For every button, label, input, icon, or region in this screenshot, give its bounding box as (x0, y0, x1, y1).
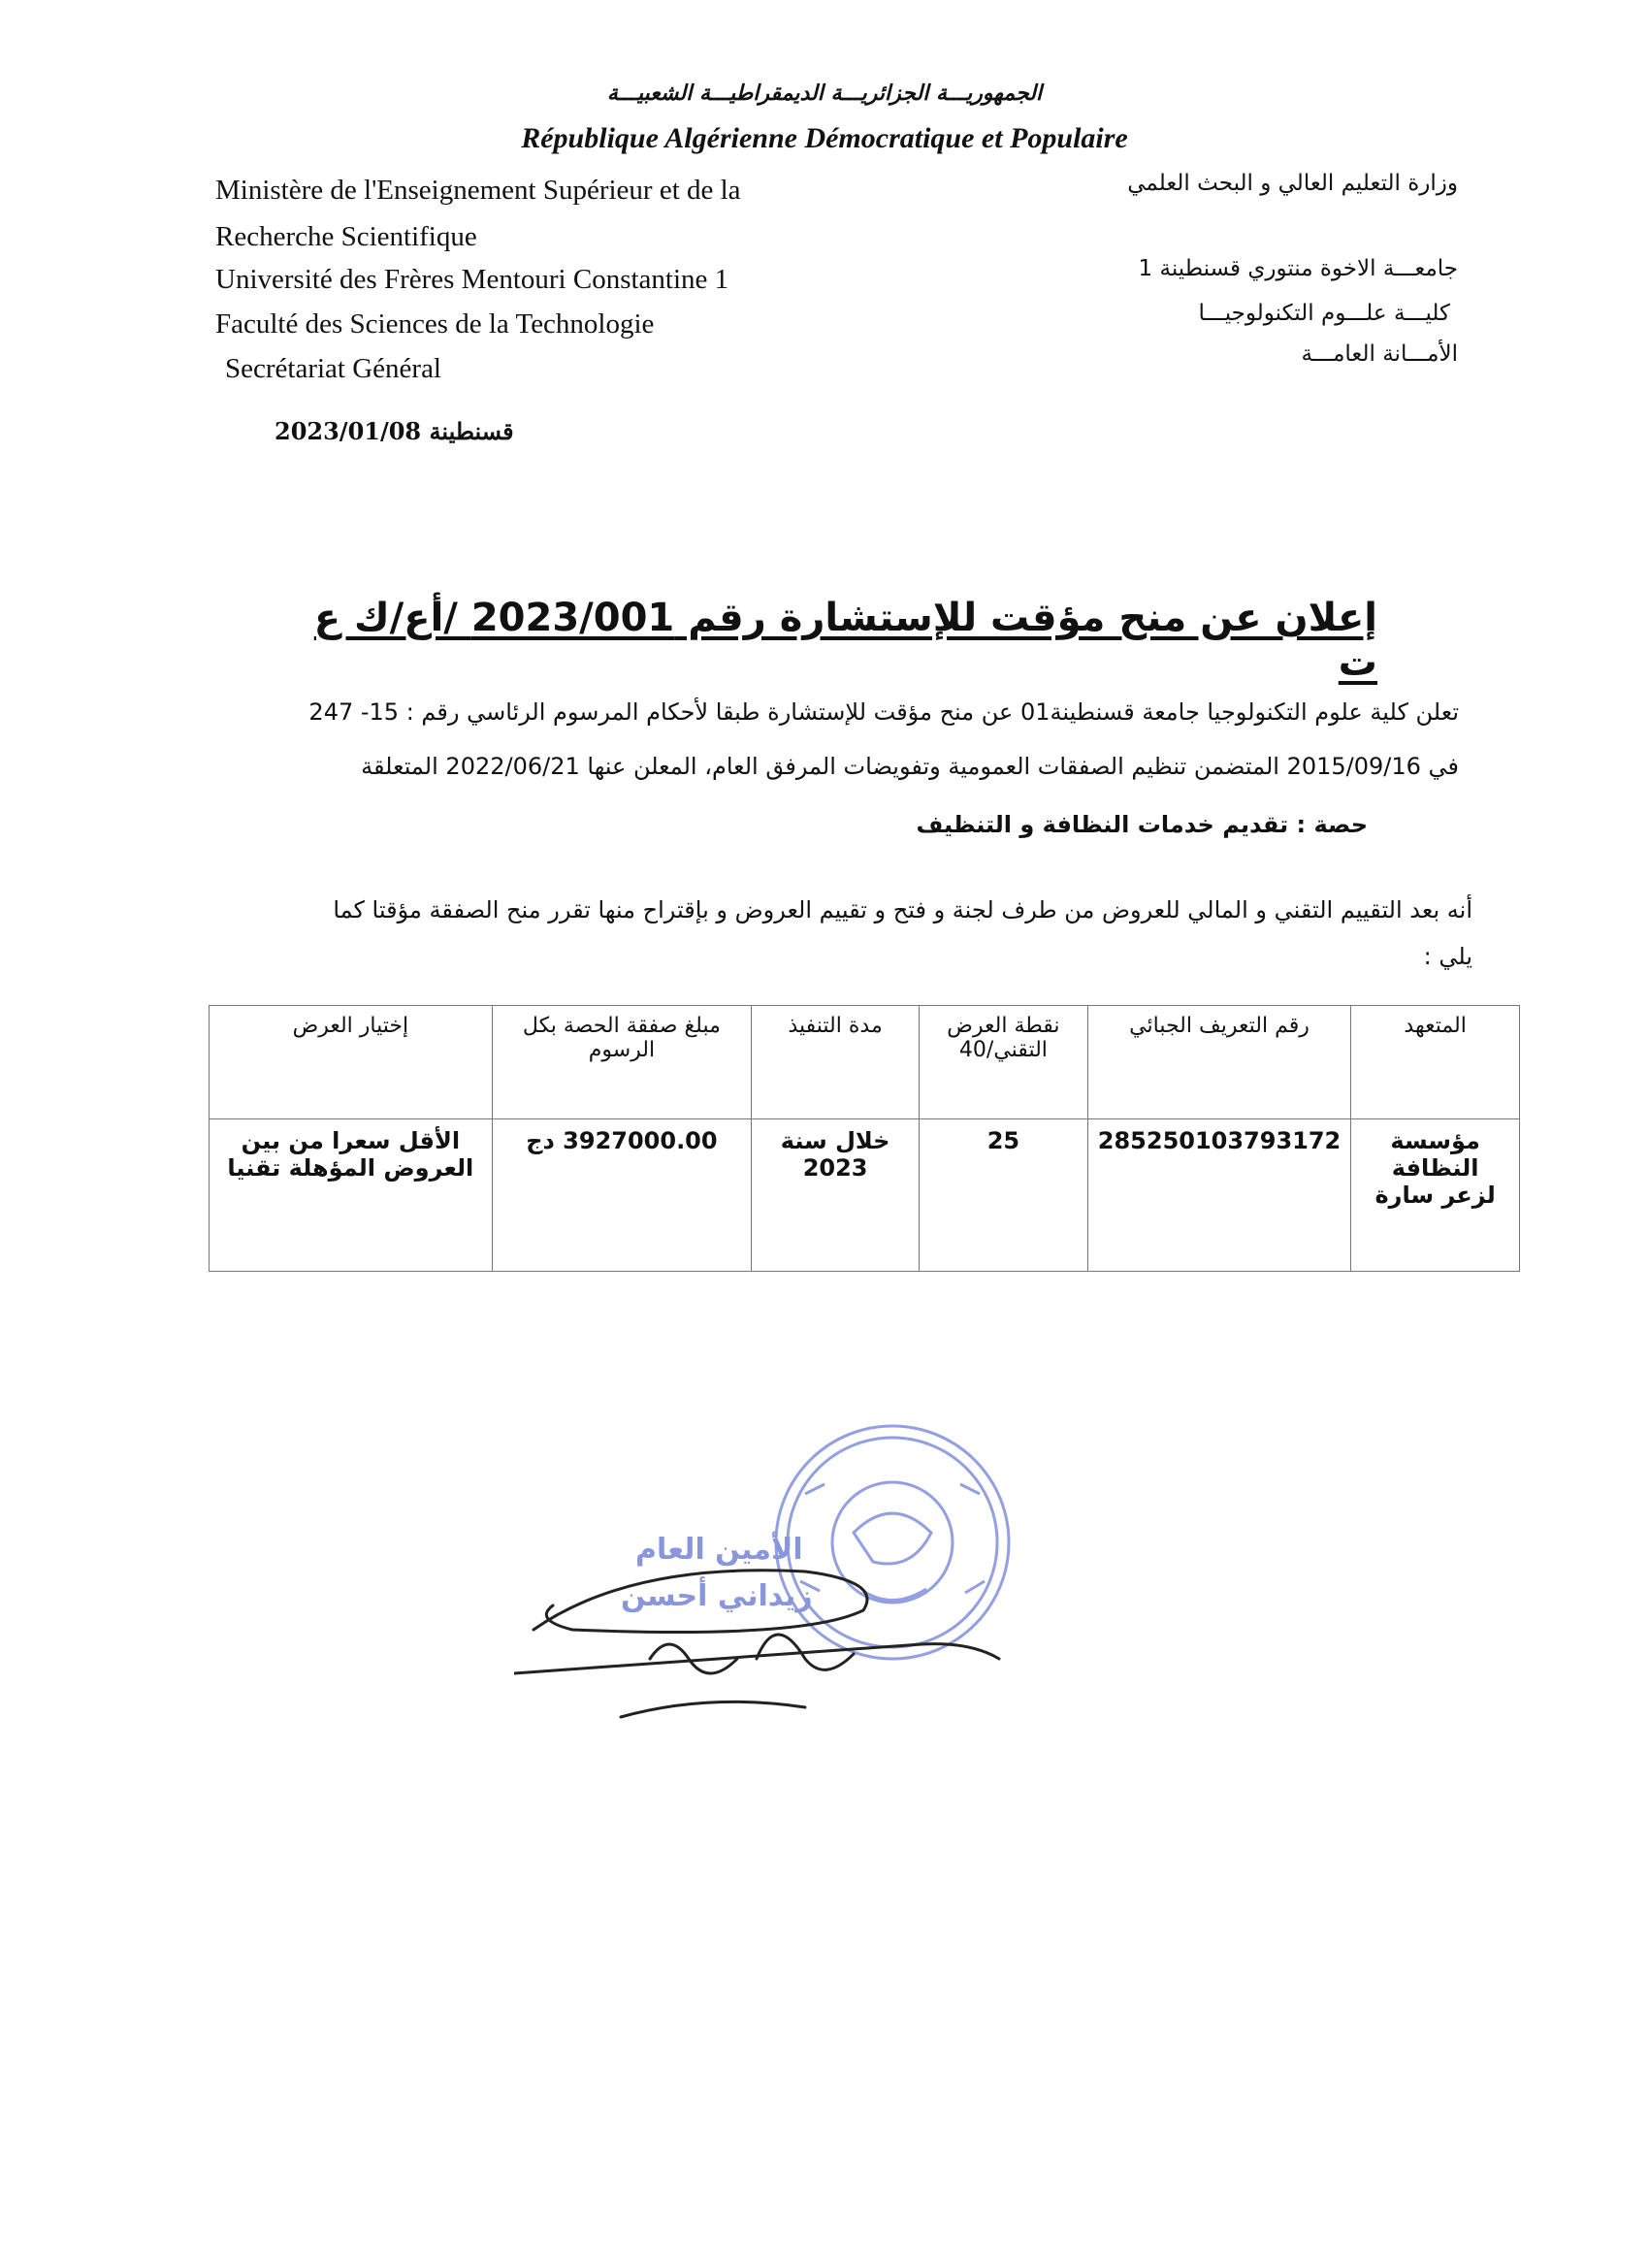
ministry-line-fr-2: Recherche Scientifique (215, 221, 477, 252)
signatory-name: زيداني أحسن (621, 1579, 813, 1613)
university-line-ar: جامعـــة الاخوة منتوري قسنطينة 1 (1138, 256, 1458, 281)
cell-amount: 3927000.00 دج (492, 1119, 751, 1272)
header-tech-score: نقطة العرض التقني/40 (920, 1006, 1088, 1119)
handwritten-signature-icon (514, 1513, 1018, 1746)
announcement-title: إعلان عن منح مؤقت للإستشارة رقم 2023/001 /أع/ك ع ت (313, 596, 1377, 685)
faculty-line-ar: كليـــة علـــوم التكنولوجيـــا (1198, 301, 1450, 326)
date-line: قسنطينة 2023/01/08 (275, 417, 514, 445)
body-line-3: أنه بعد التقييم التقني و المالي للعروض من طرف لجنة و فتح و تقييم العروض و بإقتراح منها تقرر منح الصفقة مؤقتا كما (333, 896, 1472, 923)
cell-tax-id: 285250103793172 (1087, 1119, 1351, 1272)
signatory-title: الأمين العام (635, 1533, 803, 1567)
body-line-4: يلي : (1423, 943, 1472, 970)
faculty-line-fr: Faculté des Sciences de la Technologie (215, 308, 655, 340)
cell-selection: الأقل سعرا من بين العروض المؤهلة تقنيا (210, 1119, 493, 1272)
award-table (209, 1005, 1520, 1272)
header-bidder: المتعهد (1351, 1006, 1520, 1119)
header-duration: مدة التنفيذ (752, 1006, 920, 1119)
header-tax-id: رقم التعريف الجبائي (1087, 1006, 1351, 1119)
ministry-line-ar: وزارة التعليم العالي و البحث العلمي (1127, 171, 1458, 196)
university-line-fr: Université des Frères Mentouri Constantine 1 (215, 264, 729, 295)
header-selection: إختيار العرض (210, 1006, 493, 1119)
ministry-line-fr: Ministère de l'Enseignement Supérieur et de la (215, 175, 741, 206)
lot-line: حصة : تقديم خدمات النظافة و التنظيف (916, 811, 1368, 838)
cell-duration: خلال سنة 2023 (752, 1119, 920, 1272)
cell-bidder: مؤسسة النظافة لزعر سارة (1351, 1119, 1520, 1272)
secretariat-line-fr: Secrétariat Général (225, 353, 441, 384)
table-header-row (210, 1006, 1520, 1119)
header-amount: مبلغ صفقة الحصة بكل الرسوم (492, 1006, 751, 1119)
body-line-2: في 2015/09/16 المتضمن تنظيم الصفقات العمومية وتفويضات المرفق العام، المعلن عنها 2022/06/21 المتعلقة (361, 753, 1459, 780)
republic-name-arabic: الجمهوريـــة الجزائريـــة الديمقراطيـــة الشعبيـــة (606, 81, 1043, 106)
body-line-1: تعلن كلية علوم التكنولوجيا جامعة قسنطينة01 عن منح مؤقت للإستشارة طبقا لأحكام المرسوم الرئاسي رقم : 15- 247 (308, 698, 1459, 726)
republic-name-french: République Algérienne Démocratique et Populaire (521, 122, 1128, 154)
secretariat-line-ar: الأمـــانة العامـــة (1301, 341, 1458, 367)
cell-tech-score: 25 (920, 1119, 1088, 1272)
table-row (210, 1119, 1520, 1272)
